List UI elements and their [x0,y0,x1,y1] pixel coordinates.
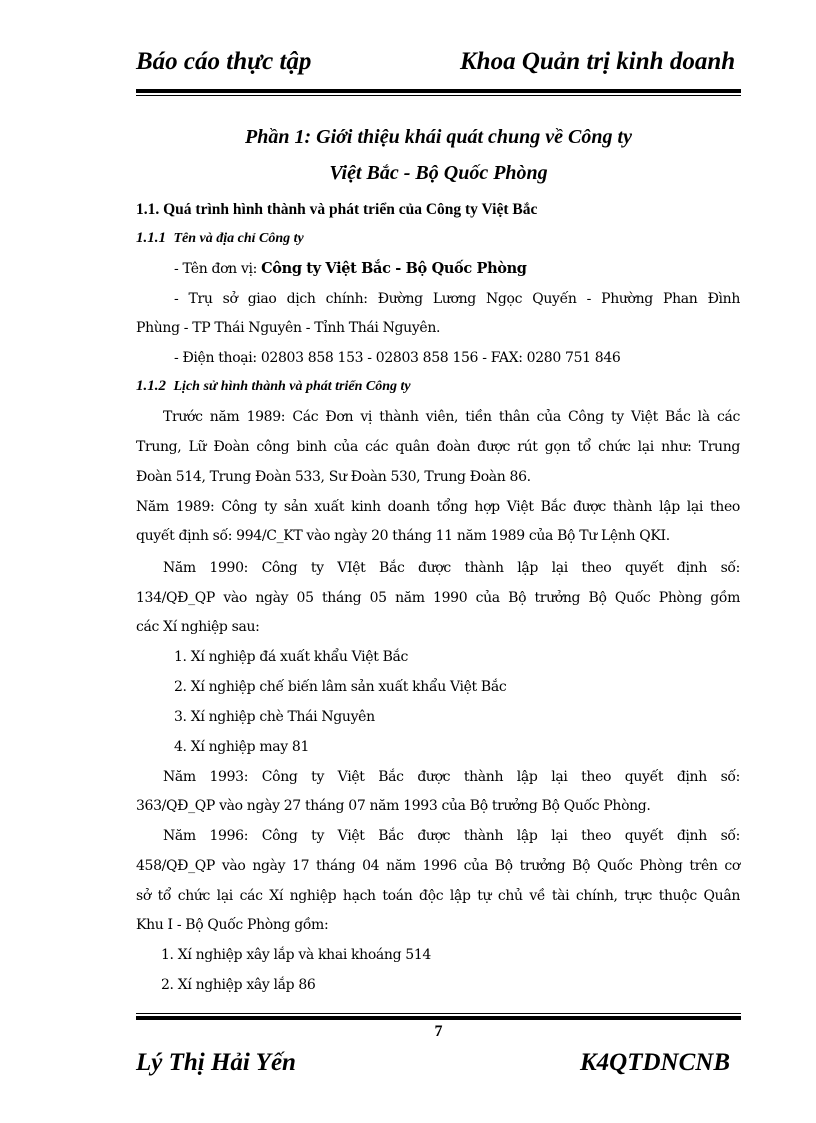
section-heading: 1.1. Quá trình hình thành và phát triển của Công ty Việt Bắc [136,201,538,218]
subsection-title: Lịch sử hình thành và phát triển Công ty [173,379,411,394]
subsection-number: 1.1.2 [136,378,166,394]
list-item: 4. Xí nghiệp may 81 [174,739,310,755]
list-item: 1. Xí nghiệp đá xuất khẩu Việt Bắc [174,649,409,665]
subsection-number: 1.1.1 [136,230,166,246]
footer-class-code: K4QTDNCNB [580,1049,731,1076]
page-number: 7 [434,1023,443,1040]
list-item: 1. Xí nghiệp xây lắp và khai khoáng 514 [161,947,431,963]
page-title-line1: Phần 1: Giới thiệu khái quát chung về Công ty [245,126,632,148]
history-p2-line1: Năm 1989: Công ty sản xuất kinh doanh tổng hợp Việt Bắc được thành lập lại theo [136,499,740,515]
list-item: 3. Xí nghiệp chè Thái Nguyên [174,709,375,725]
company-name-label: - Tên đơn vị: [174,261,262,277]
history-p3-line1: Năm 1990: Công ty VIệt Bắc được thành lập lại theo quyết định số: [163,560,740,576]
history-p1-line2: Trung, Lữ Đoàn công binh của các quân đoàn được rút gọn tổ chức lại như: Trung [136,439,740,455]
page-title-line2: Việt Bắc - Bộ Quốc Phòng [329,162,548,184]
header-rule-thick [136,89,741,93]
subsection-title: Tên và địa chỉ Công ty [173,231,304,246]
history-p5-line3: sở tổ chức lại các Xí nghiệp hạch toán độc lập tự chủ về tài chính, trực thuộc Quân [136,888,740,904]
company-phone: - Điện thoại: 02803 858 153 - 02803 858 156 - FAX: 0280 751 846 [174,350,621,366]
company-address-line1: - Trụ sở giao dịch chính: Đường Lương Ngọc Quyến - Phường Phan Đình [174,291,740,307]
history-p2-line2: quyết định số: 994/C_KT vào ngày 20 tháng 11 năm 1989 của Bộ Tư Lệnh QKI. [136,528,670,544]
footer-author: Lý Thị Hải Yến [136,1049,296,1076]
history-p3-line3: các Xí nghiệp sau: [136,619,260,635]
footer-rule-thin [136,1013,741,1014]
footer-rule-thick [136,1016,741,1020]
history-p1-line3: Đoàn 514, Trung Đoàn 533, Sư Đoàn 530, Trung Đoàn 86. [136,469,531,485]
history-p5-line1: Năm 1996: Công ty Việt Bắc được thành lập lại theo quyết định số: [163,828,740,844]
history-p5-line4: Khu I - Bộ Quốc Phòng gồm: [136,917,329,933]
header-right: Khoa Quản trị kinh doanh [460,48,736,75]
company-address-line2: Phùng - TP Thái Nguyên - Tỉnh Thái Nguyên. [136,320,441,336]
list-item: 2. Xí nghiệp xây lắp 86 [161,977,316,993]
company-name-line [174,259,740,279]
history-p1-line1: Trước năm 1989: Các Đơn vị thành viên, tiền thân của Công ty Việt Bắc là các [163,409,740,425]
header-left: Báo cáo thực tập [136,48,312,75]
history-p4-line1: Năm 1993: Công ty Việt Bắc được thành lập lại theo quyết định số: [163,769,740,785]
history-p5-line2: 458/QĐ_QP vào ngày 17 tháng 04 năm 1996 của Bộ trưởng Bộ Quốc Phòng trên cơ [136,858,740,874]
history-p3-line2: 134/QĐ_QP vào ngày 05 tháng 05 năm 1990 của Bộ trưởng Bộ Quốc Phòng gồm [136,590,740,606]
list-item: 2. Xí nghiệp chế biến lâm sản xuất khẩu Việt Bắc [174,679,507,695]
header-rule-thin [136,95,741,96]
company-name-value: Công ty Việt Bắc - Bộ Quốc Phòng [261,260,527,277]
subsection-heading-1-1-1 [136,230,304,247]
history-p4-line2: 363/QĐ_QP vào ngày 27 tháng 07 năm 1993 của Bộ trưởng Bộ Quốc Phòng. [136,798,651,814]
subsection-heading-1-1-2 [136,378,411,395]
